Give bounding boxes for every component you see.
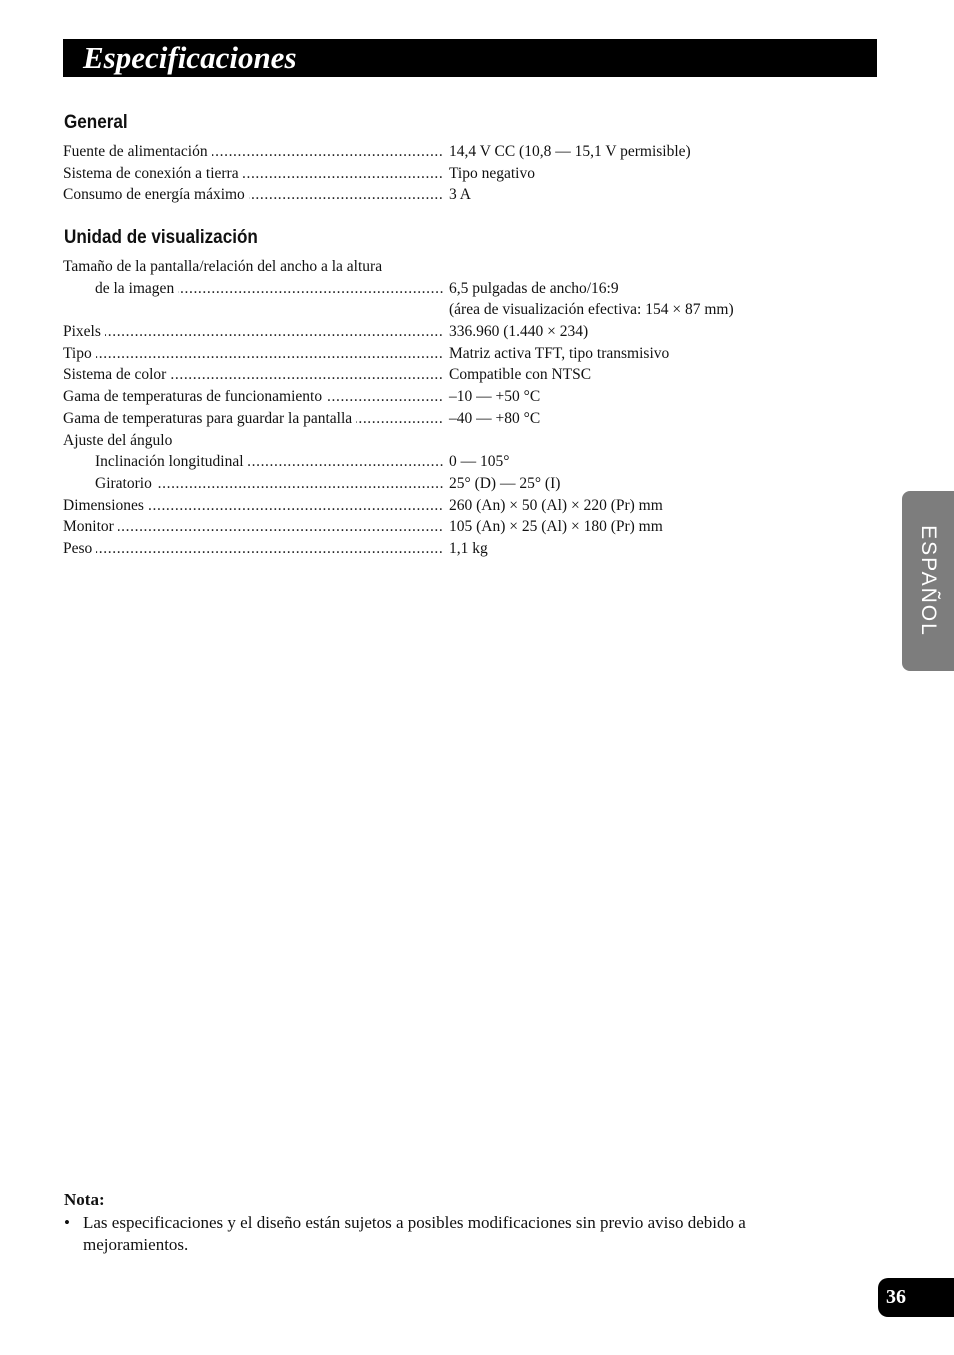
note-item [64,1212,824,1255]
spec-row [63,141,783,163]
spec-row [63,163,783,185]
spec-label: Monitor [63,518,118,535]
spec-label: Giratorio [95,475,156,492]
spec-value: 6,5 pulgadas de ancho/16:9 [449,279,619,297]
spec-value: Matriz activa TFT, tipo transmisivo [449,344,670,362]
spec-row [63,343,783,365]
general-spec-list [63,141,783,206]
spec-row [63,473,783,495]
spec-row [63,321,783,343]
display-spec-list [63,256,783,560]
spec-label: Pixels [63,323,105,340]
spec-value: 1,1 kg [449,539,488,557]
spec-label: Consumo de energía máximo [63,186,249,203]
spec-label: Tipo [63,345,96,362]
spec-value: 25° (D) — 25° (I) [449,474,561,492]
spec-label: Sistema de conexión a tierra [63,165,243,182]
note-title: Nota: [64,1190,105,1209]
note-text: Las especificaciones y el diseño están sujetos a posibles modificaciones sin previo aviso debido a mejoramientos. [83,1213,746,1254]
spec-value: (área de visualización efectiva: 154 × 87 mm) [449,301,734,319]
spec-row [63,184,783,206]
page-number-tab [878,1278,954,1317]
spec-value: 105 (An) × 25 (Al) × 180 (Pr) mm [449,518,663,536]
spec-value: Tipo negativo [449,164,535,182]
spec-value: 3 A [449,186,471,204]
bullet-icon: • [64,1213,70,1232]
spec-row [63,451,783,473]
spec-label: Gama de temperaturas de funcionamiento [63,388,326,405]
language-side-tab [902,491,954,671]
spec-row [63,364,783,386]
spec-value: 14,4 V CC (10,8 — 15,1 V permisible) [449,143,691,160]
spec-label: Tamaño de la pantalla/relación del ancho a la altura [63,258,386,275]
language-label: ESPAÑOL [917,525,940,637]
spec-row [63,299,783,321]
spec-value: –40 — +80 °C [449,409,541,427]
spec-label: de la imagen [95,280,178,297]
spec-value: Compatible con NTSC [449,366,592,384]
page-number: 36 [886,1286,906,1308]
spec-value: 260 (An) × 50 (Al) × 220 (Pr) mm [449,496,663,514]
spec-row [63,516,783,538]
spec-row [63,386,783,408]
spec-value: 0 — 105° [449,453,510,471]
page-title: Especificaciones [83,40,297,75]
spec-row [63,408,783,430]
spec-label: Fuente de alimentación [63,143,212,160]
spec-row [63,430,783,452]
spec-label: Peso [63,540,96,557]
spec-value: 336.960 (1.440 × 234) [449,323,589,341]
display-heading: Unidad de visualización [64,227,258,248]
spec-value: –10 — +50 °C [449,388,541,406]
page-title-bar [63,39,877,77]
general-heading: General [64,112,128,133]
spec-label: Gama de temperaturas para guardar la pantalla [63,410,356,427]
spec-row [63,495,783,517]
spec-row [63,256,783,278]
spec-row [63,538,783,560]
spec-label: Sistema de color [63,366,170,383]
spec-label: Inclinación longitudinal [95,453,248,470]
spec-label: Dimensiones [63,497,148,514]
spec-row [63,278,783,300]
spec-label: Ajuste del ángulo [63,432,176,449]
